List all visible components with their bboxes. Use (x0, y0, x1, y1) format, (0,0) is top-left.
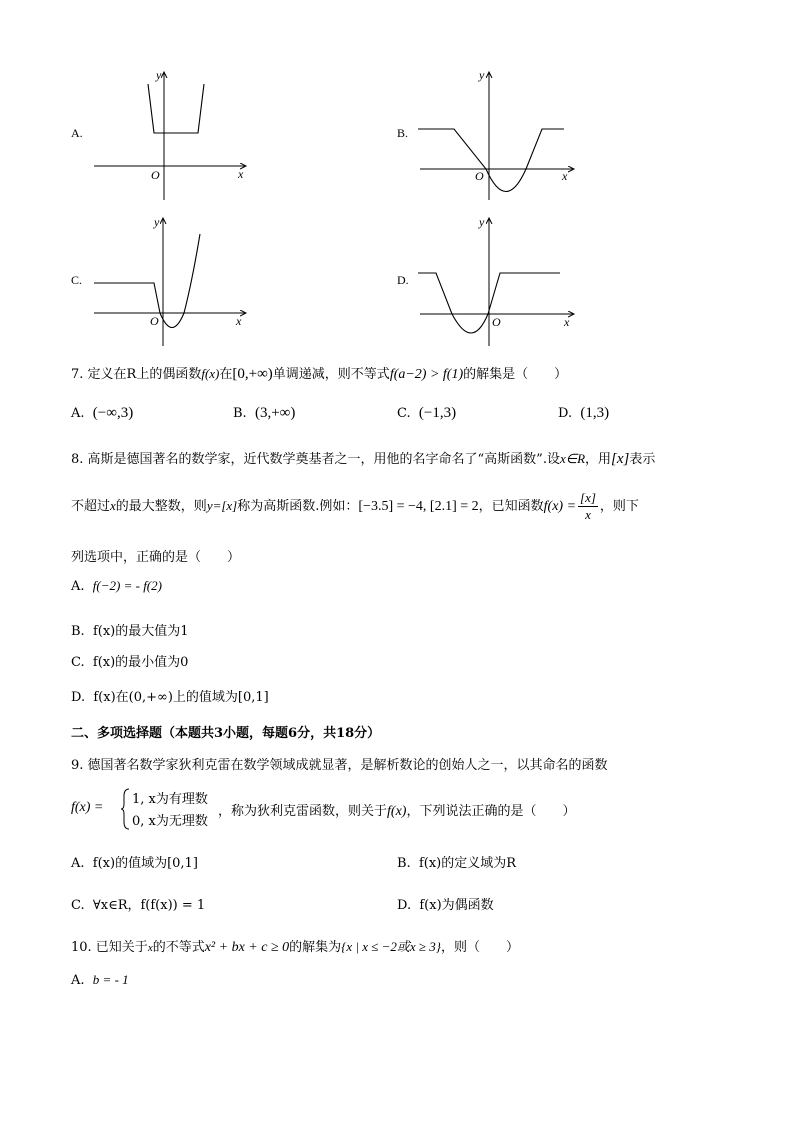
curve-a (148, 84, 204, 133)
option-letter: C. (397, 406, 411, 421)
curve-b (418, 129, 564, 192)
option-letter: A. (71, 406, 85, 421)
q7-stem-a: 7. 定义在R上的偶函数 (71, 367, 202, 382)
graph-a (88, 66, 258, 202)
q10-inequality: x² + bx + c ≥ 0 (204, 940, 290, 955)
q10-solution-set: {x | x ≤ −2或x ≥ 3} (341, 939, 441, 954)
q8-set: x∈R (559, 451, 586, 466)
option-letter: C. (71, 898, 85, 913)
option-letter: D. (71, 690, 86, 705)
option-letter: A. (71, 973, 85, 988)
q8-option-c[interactable] (71, 651, 188, 670)
q8-x: x (110, 498, 116, 513)
q8-option-a[interactable] (71, 578, 162, 594)
q8-text: 的最大整数，则 (115, 499, 207, 514)
question-8-line-1 (71, 448, 655, 468)
q7-option-b[interactable] (233, 405, 295, 422)
option-text: (3,+∞) (254, 405, 296, 421)
option-text: ∀x∈R，f(f(x)) = 1 (92, 898, 206, 913)
q9-text: ，下列说法正确的是（ ） (406, 804, 576, 819)
q7-stem-d: 的解集是（ ） (463, 367, 568, 382)
option-letter: B. (397, 856, 411, 871)
option-letter: C. (71, 655, 85, 670)
q10-x: x (147, 942, 153, 954)
option-text: f(x)的定义域为R (418, 856, 517, 871)
origin-label: O (492, 315, 501, 329)
option-text: (−1,3) (418, 405, 457, 421)
q8-bracket: [x] (611, 451, 630, 467)
x-label: x (564, 315, 570, 329)
option-d-letter: D. (397, 273, 409, 287)
brace-icon (120, 788, 130, 830)
q10-option-a[interactable] (71, 972, 129, 988)
section-heading: 二、多项选择题（本题共3小题，每题6分，共18分） (71, 726, 381, 741)
origin-label: O (151, 168, 160, 182)
q8-example: [−3.5] = −4, [2.1] = 2 (358, 499, 479, 514)
option-a-letter: A. (71, 126, 83, 140)
x-label: x (562, 169, 568, 183)
question-7-stem (71, 363, 567, 383)
q8-f-lhs: f(x) = (543, 499, 577, 514)
q10-text: 10. 已知关于 (71, 940, 148, 955)
option-letter: B. (233, 406, 247, 421)
question-9-line-1: 9. 德国著名数学家狄利克雷在数学领域成就显著，是解析数论的创始人之一，以其命名的函数 (71, 758, 608, 773)
q9-case-2: 0, x为无理数 (132, 814, 208, 829)
q9-option-a[interactable] (71, 852, 198, 871)
option-text: (1,3) (580, 405, 610, 421)
q7-option-d[interactable] (558, 405, 609, 422)
q7-stem-b: 在 (219, 367, 233, 382)
option-text: f(x)的最大值为1 (92, 624, 189, 639)
option-letter: B. (71, 624, 85, 639)
option-text: f(x)的值域为[0,1] (92, 856, 198, 871)
q9-case-1: 1, x为有理数 (132, 792, 208, 807)
q8-fraction (578, 490, 598, 523)
q8-option-b[interactable] (71, 620, 189, 639)
q9-text: ，称为狄利克雷函数，则关于 (218, 804, 388, 819)
y-label: y (479, 215, 485, 229)
q9-line-2-tail (218, 800, 575, 820)
q7-fx: f(x) (201, 366, 220, 381)
q8-text: 不超过 (71, 499, 111, 514)
y-label: y (156, 68, 162, 82)
fraction-denominator: x (585, 507, 591, 522)
y-label: y (479, 68, 485, 82)
q10-text: 的解集为 (289, 940, 342, 955)
q7-interval: [0,+∞) (232, 366, 273, 382)
option-text: f(x)的最小值为0 (92, 655, 189, 670)
q8-gauss: y=[x] (206, 498, 238, 513)
y-label: y (154, 215, 160, 229)
q9-f-lhs: f(x) = (71, 800, 104, 815)
q9-option-d[interactable] (397, 894, 494, 913)
option-c-letter: C. (71, 273, 83, 287)
q8-text: 表示 (629, 452, 656, 467)
option-text: f(x)在(0,+∞)上的值域为[0,1] (93, 690, 269, 705)
x-label: x (236, 314, 242, 328)
option-letter: A. (71, 856, 85, 871)
graph-b (414, 66, 584, 202)
question-10-stem (71, 936, 519, 956)
q9-option-b[interactable] (397, 852, 516, 871)
origin-label: O (475, 169, 484, 183)
q8-text: 8. 高斯是德国著名的数学家，近代数学奠基者之一，用他的名字命名了“高斯函数”.设 (71, 452, 560, 467)
q7-option-c[interactable] (397, 405, 456, 422)
option-letter: D. (397, 898, 412, 913)
option-letter: D. (558, 406, 573, 421)
option-text: f(x)为偶函数 (419, 898, 494, 913)
q7-inequality: f(a−2) > f(1) (389, 367, 464, 382)
q8-text: ，已知函数 (478, 499, 544, 514)
q8-text: ，用 (585, 452, 612, 467)
graph-d (414, 212, 584, 348)
option-text: f(−2) = - f(2) (92, 578, 162, 593)
question-8-line-3: 列选项中，正确的是（ ） (71, 550, 241, 565)
x-label: x (238, 167, 244, 181)
graph-c (88, 212, 258, 348)
option-text: (−∞,3) (92, 405, 134, 421)
q10-text: ，则（ ） (440, 940, 519, 955)
q7-option-a[interactable] (71, 405, 133, 422)
q8-option-d[interactable] (71, 686, 269, 705)
option-letter: A. (71, 579, 85, 594)
question-8-line-2 (71, 489, 639, 524)
origin-label: O (150, 314, 159, 328)
fraction-numerator: [x] (580, 490, 596, 505)
q10-text: 的不等式 (152, 940, 205, 955)
q8-text: 称为高斯函数.例如： (237, 499, 359, 514)
q9-option-c[interactable] (71, 894, 205, 913)
option-b-letter: B. (397, 126, 409, 140)
q9-fx: f(x) (387, 804, 407, 819)
option-text: b = - 1 (92, 972, 129, 987)
q7-stem-c: 单调递减，则不等式 (272, 367, 390, 382)
q8-text: ，则下 (599, 499, 639, 514)
